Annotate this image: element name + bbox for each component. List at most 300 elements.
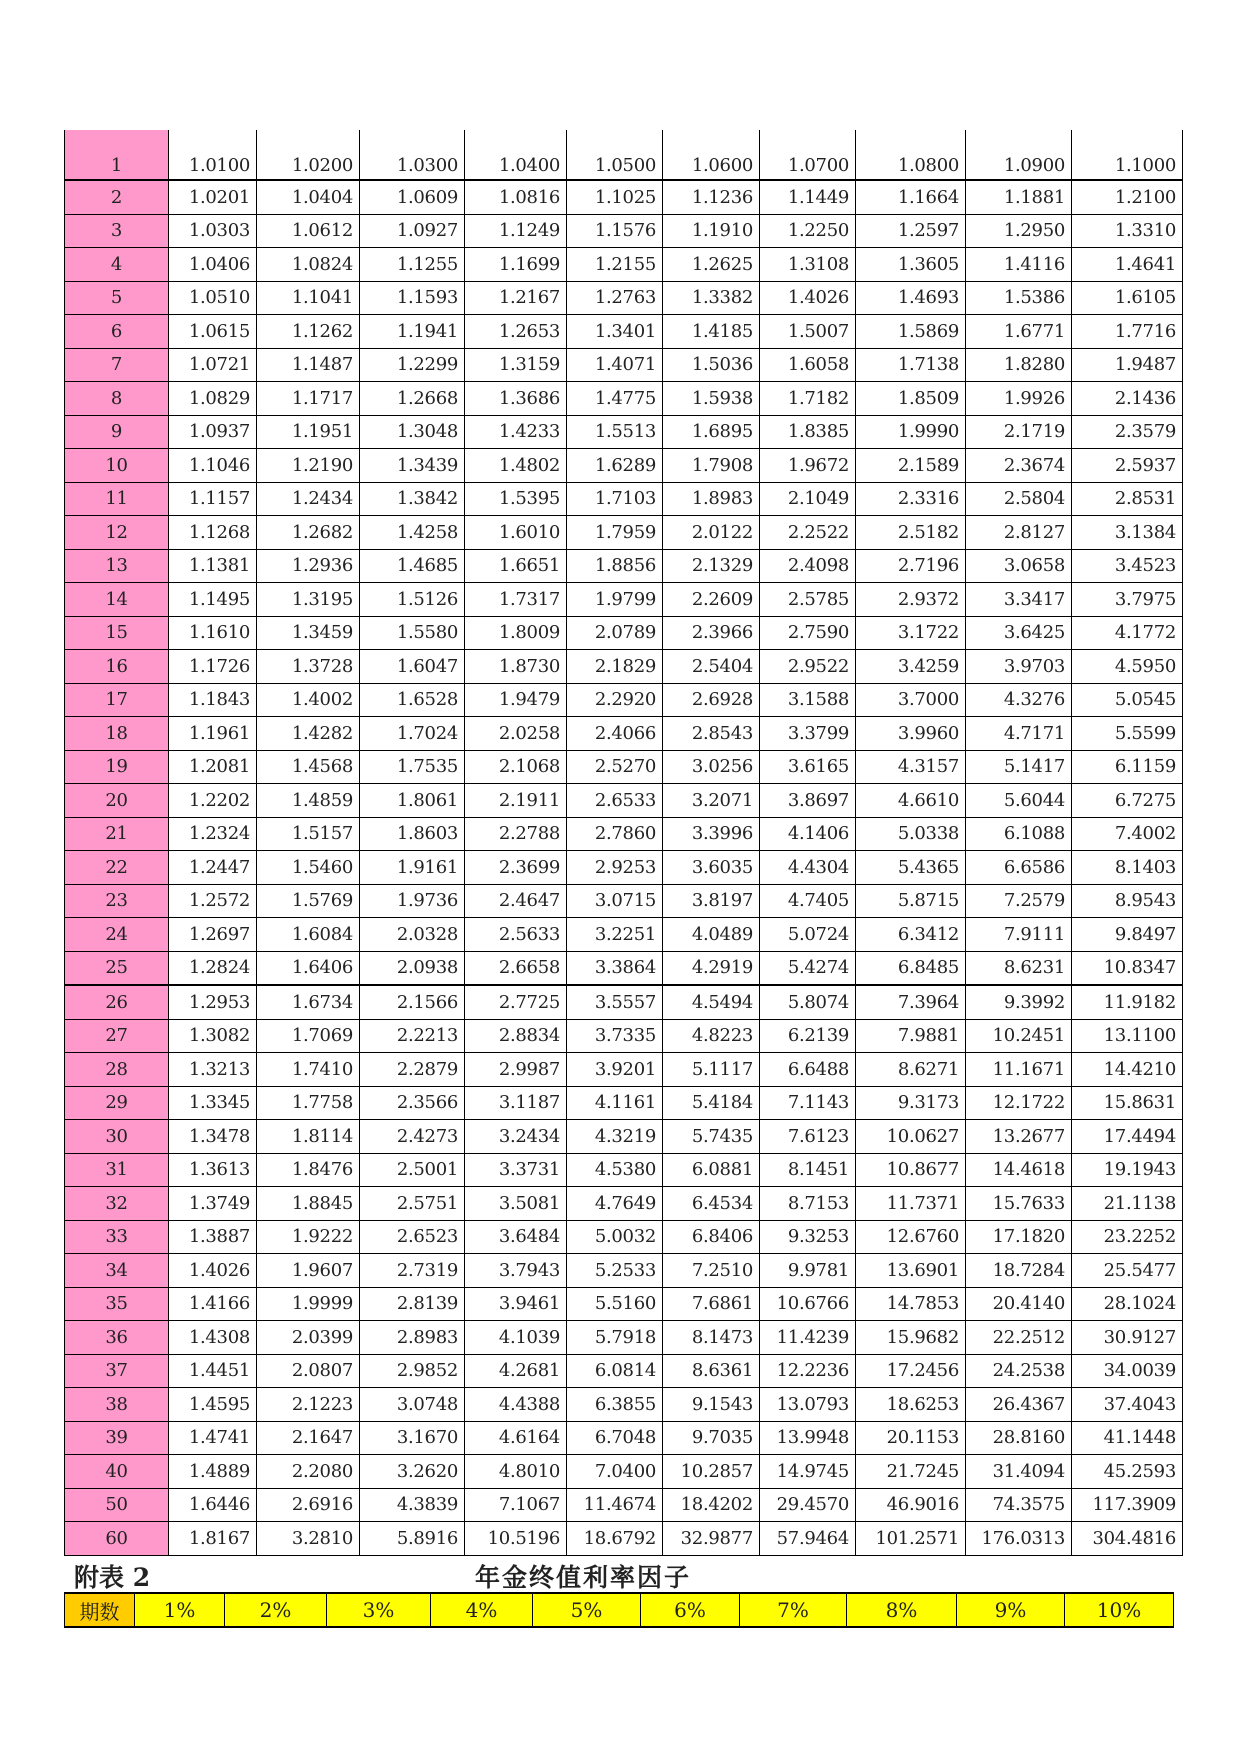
factor-cell: 2.2522: [760, 516, 856, 550]
factor-cell: 1.4233: [465, 415, 567, 449]
factor-cell: 1.9607: [257, 1254, 360, 1288]
rate-header: 2%: [225, 1593, 327, 1627]
factor-cell: 3.1722: [856, 616, 966, 650]
factor-cell: 1.0937: [169, 415, 257, 449]
table-row: [65, 1455, 1183, 1489]
factor-cell: 1.8509: [856, 382, 966, 416]
factor-cell: 1.0829: [169, 382, 257, 416]
factor-cell: 2.5937: [1072, 449, 1183, 483]
factor-cell: 7.0400: [567, 1455, 663, 1489]
factor-cell: 1.8167: [169, 1522, 257, 1556]
factor-cell: 2.8139: [360, 1287, 465, 1321]
factor-cell: 1.3613: [169, 1153, 257, 1187]
factor-cell: 3.2251: [567, 918, 663, 952]
factor-cell: 2.8834: [465, 1019, 567, 1053]
table-row: [65, 1220, 1183, 1254]
factor-cell: 2.2080: [257, 1455, 360, 1489]
factor-cell: 3.1670: [360, 1421, 465, 1455]
factor-cell: 5.1117: [663, 1053, 760, 1087]
factor-cell: 1.1951: [257, 415, 360, 449]
table-row: [65, 1120, 1183, 1154]
factor-cell: 1.9479: [465, 683, 567, 717]
factor-cell: 2.3699: [465, 851, 567, 885]
factor-cell: 3.9201: [567, 1053, 663, 1087]
factor-cell: 2.2788: [465, 817, 567, 851]
factor-cell: 1.1881: [966, 180, 1072, 214]
factor-cell: 3.2620: [360, 1455, 465, 1489]
factor-cell: 1.7535: [360, 750, 465, 784]
factor-cell: 2.3566: [360, 1086, 465, 1120]
factor-cell: 4.3219: [567, 1120, 663, 1154]
table-row: [65, 1287, 1183, 1321]
factor-cell: 1.6895: [663, 415, 760, 449]
factor-cell: 1.0200: [257, 130, 360, 180]
factor-cell: 1.8603: [360, 817, 465, 851]
factor-cell: 2.6533: [567, 784, 663, 818]
factor-cell: 1.9222: [257, 1220, 360, 1254]
table-row: [65, 1053, 1183, 1087]
factor-cell: 1.3459: [257, 616, 360, 650]
factor-cell: 74.3575: [966, 1488, 1072, 1522]
table-row: [65, 717, 1183, 751]
period-cell: 13: [65, 549, 169, 583]
factor-cell: 4.1406: [760, 817, 856, 851]
factor-cell: 1.0615: [169, 315, 257, 349]
period-cell: 8: [65, 382, 169, 416]
factor-cell: 2.8543: [663, 717, 760, 751]
factor-cell: 1.4116: [966, 248, 1072, 282]
table-row: [65, 583, 1183, 617]
factor-cell: 4.7649: [567, 1187, 663, 1221]
factor-cell: 3.1187: [465, 1086, 567, 1120]
factor-cell: 9.9781: [760, 1254, 856, 1288]
factor-cell: 10.2451: [966, 1019, 1072, 1053]
table-row: [65, 180, 1183, 214]
factor-cell: 1.4026: [760, 281, 856, 315]
factor-cell: 6.6586: [966, 851, 1072, 885]
factor-cell: 1.4166: [169, 1287, 257, 1321]
factor-cell: 2.6658: [465, 951, 567, 985]
factor-cell: 1.3401: [567, 315, 663, 349]
factor-cell: 41.1448: [1072, 1421, 1183, 1455]
factor-cell: 14.4210: [1072, 1053, 1183, 1087]
factor-cell: 1.0100: [169, 130, 257, 180]
factor-cell: 10.5196: [465, 1522, 567, 1556]
factor-cell: 1.1157: [169, 482, 257, 516]
factor-cell: 1.2936: [257, 549, 360, 583]
factor-cell: 1.4741: [169, 1421, 257, 1455]
factor-cell: 3.0715: [567, 884, 663, 918]
factor-cell: 2.2879: [360, 1053, 465, 1087]
factor-cell: 1.9999: [257, 1287, 360, 1321]
factor-cell: 4.1039: [465, 1321, 567, 1355]
factor-cell: 6.3412: [856, 918, 966, 952]
factor-cell: 1.3213: [169, 1053, 257, 1087]
factor-cell: 304.4816: [1072, 1522, 1183, 1556]
factor-cell: 1.1910: [663, 214, 760, 248]
factor-cell: 2.0328: [360, 918, 465, 952]
factor-cell: 14.9745: [760, 1455, 856, 1489]
factor-cell: 57.9464: [760, 1522, 856, 1556]
period-cell: 29: [65, 1086, 169, 1120]
factor-cell: 1.5386: [966, 281, 1072, 315]
factor-cell: 1.8114: [257, 1120, 360, 1154]
factor-cell: 1.2763: [567, 281, 663, 315]
factor-cell: 1.8856: [567, 549, 663, 583]
factor-cell: 3.5557: [567, 985, 663, 1019]
period-cell: 40: [65, 1455, 169, 1489]
period-cell: 15: [65, 616, 169, 650]
factor-cell: 2.0122: [663, 516, 760, 550]
factor-cell: 8.1403: [1072, 851, 1183, 885]
period-cell: 7: [65, 348, 169, 382]
period-cell: 9: [65, 415, 169, 449]
factor-cell: 1.2572: [169, 884, 257, 918]
factor-cell: 2.1049: [760, 482, 856, 516]
table-row: [65, 516, 1183, 550]
factor-cell: 7.6123: [760, 1120, 856, 1154]
table-row: [65, 382, 1183, 416]
factor-cell: 1.2668: [360, 382, 465, 416]
factor-cell: 5.1417: [966, 750, 1072, 784]
factor-cell: 6.8485: [856, 951, 966, 985]
factor-cell: 3.3996: [663, 817, 760, 851]
factor-cell: 17.1820: [966, 1220, 1072, 1254]
factor-cell: 101.2571: [856, 1522, 966, 1556]
factor-cell: 1.2950: [966, 214, 1072, 248]
factor-cell: 6.2139: [760, 1019, 856, 1053]
factor-cell: 7.1143: [760, 1086, 856, 1120]
factor-cell: 1.5580: [360, 616, 465, 650]
factor-cell: 2.4066: [567, 717, 663, 751]
factor-cell: 3.9703: [966, 650, 1072, 684]
factor-cell: 2.5751: [360, 1187, 465, 1221]
table-row: [65, 130, 1183, 180]
period-cell: 20: [65, 784, 169, 818]
factor-cell: 7.4002: [1072, 817, 1183, 851]
factor-cell: 18.7284: [966, 1254, 1072, 1288]
factor-cell: 3.1588: [760, 683, 856, 717]
factor-cell: 5.8074: [760, 985, 856, 1019]
period-cell: 28: [65, 1053, 169, 1087]
factor-cell: 13.2677: [966, 1120, 1072, 1154]
factor-cell: 4.1161: [567, 1086, 663, 1120]
factor-cell: 2.8127: [966, 516, 1072, 550]
period-cell: 26: [65, 985, 169, 1019]
factor-cell: 3.1384: [1072, 516, 1183, 550]
table-row: [65, 851, 1183, 885]
factor-cell: 1.6651: [465, 549, 567, 583]
period-cell: 60: [65, 1522, 169, 1556]
factor-cell: 2.9253: [567, 851, 663, 885]
factor-cell: 1.6058: [760, 348, 856, 382]
annuity-header-table: [64, 1592, 1174, 1628]
factor-cell: 1.0927: [360, 214, 465, 248]
factor-cell: 25.5477: [1072, 1254, 1183, 1288]
factor-cell: 1.3439: [360, 449, 465, 483]
period-cell: 23: [65, 884, 169, 918]
factor-cell: 2.5182: [856, 516, 966, 550]
factor-cell: 45.2593: [1072, 1455, 1183, 1489]
rate-header: 10%: [1065, 1593, 1174, 1627]
factor-cell: 4.5380: [567, 1153, 663, 1187]
factor-cell: 5.5160: [567, 1287, 663, 1321]
factor-cell: 34.0039: [1072, 1354, 1183, 1388]
factor-cell: 2.0807: [257, 1354, 360, 1388]
table-row: [65, 1187, 1183, 1221]
factor-cell: 1.3345: [169, 1086, 257, 1120]
factor-cell: 1.1726: [169, 650, 257, 684]
factor-cell: 15.9682: [856, 1321, 966, 1355]
period-cell: 25: [65, 951, 169, 985]
factor-cell: 2.2920: [567, 683, 663, 717]
factor-cell: 1.1495: [169, 583, 257, 617]
table-row: [65, 248, 1183, 282]
factor-cell: 4.3157: [856, 750, 966, 784]
factor-cell: 3.3417: [966, 583, 1072, 617]
factor-cell: 1.0400: [465, 130, 567, 180]
factor-cell: 8.6271: [856, 1053, 966, 1087]
table-row: [65, 884, 1183, 918]
factor-cell: 8.6231: [966, 951, 1072, 985]
factor-cell: 1.5460: [257, 851, 360, 885]
period-cell: 2: [65, 180, 169, 214]
factor-cell: 2.9987: [465, 1053, 567, 1087]
factor-cell: 1.2167: [465, 281, 567, 315]
table-row: [65, 1254, 1183, 1288]
factor-cell: 1.7716: [1072, 315, 1183, 349]
factor-cell: 17.2456: [856, 1354, 966, 1388]
rate-header: 6%: [641, 1593, 740, 1627]
factor-cell: 4.8010: [465, 1455, 567, 1489]
factor-cell: 2.5404: [663, 650, 760, 684]
factor-cell: 3.9960: [856, 717, 966, 751]
factor-cell: 2.7860: [567, 817, 663, 851]
factor-cell: 1.0612: [257, 214, 360, 248]
factor-cell: 11.4239: [760, 1321, 856, 1355]
factor-cell: 176.0313: [966, 1522, 1072, 1556]
factor-cell: 10.0627: [856, 1120, 966, 1154]
factor-cell: 2.1068: [465, 750, 567, 784]
factor-cell: 1.0800: [856, 130, 966, 180]
factor-cell: 15.7633: [966, 1187, 1072, 1221]
factor-cell: 7.6861: [663, 1287, 760, 1321]
factor-cell: 1.0510: [169, 281, 257, 315]
factor-cell: 1.1046: [169, 449, 257, 483]
factor-cell: 2.8531: [1072, 482, 1183, 516]
factor-cell: 1.9672: [760, 449, 856, 483]
factor-cell: 1.2697: [169, 918, 257, 952]
factor-cell: 1.0721: [169, 348, 257, 382]
factor-cell: 10.6766: [760, 1287, 856, 1321]
factor-cell: 1.1610: [169, 616, 257, 650]
factor-cell: 12.6760: [856, 1220, 966, 1254]
factor-cell: 1.0303: [169, 214, 257, 248]
period-header: 期数: [65, 1593, 135, 1627]
factor-cell: 2.9372: [856, 583, 966, 617]
factor-cell: 1.1236: [663, 180, 760, 214]
factor-cell: 1.6289: [567, 449, 663, 483]
factor-cell: 1.1576: [567, 214, 663, 248]
table-row: [65, 1522, 1183, 1556]
factor-cell: 1.3605: [856, 248, 966, 282]
factor-cell: 1.6047: [360, 650, 465, 684]
factor-cell: 3.3864: [567, 951, 663, 985]
factor-cell: 4.3276: [966, 683, 1072, 717]
table-row: [65, 214, 1183, 248]
factor-cell: 2.1719: [966, 415, 1072, 449]
period-cell: 1: [65, 130, 169, 180]
factor-cell: 7.3964: [856, 985, 966, 1019]
period-cell: 3: [65, 214, 169, 248]
period-cell: 27: [65, 1019, 169, 1053]
factor-cell: 4.3839: [360, 1488, 465, 1522]
factor-cell: 1.6084: [257, 918, 360, 952]
factor-cell: 1.7024: [360, 717, 465, 751]
factor-cell: 2.5001: [360, 1153, 465, 1187]
table-title: 年金终值利率因子: [475, 1563, 692, 1592]
factor-cell: 3.6425: [966, 616, 1072, 650]
factor-cell: 1.5513: [567, 415, 663, 449]
factor-cell: 1.3478: [169, 1120, 257, 1154]
factor-cell: 2.6523: [360, 1220, 465, 1254]
factor-cell: 1.3048: [360, 415, 465, 449]
table-row: [65, 1019, 1183, 1053]
table-row: [65, 616, 1183, 650]
factor-cell: 1.4775: [567, 382, 663, 416]
factor-cell: 3.2434: [465, 1120, 567, 1154]
factor-cell: 1.1941: [360, 315, 465, 349]
factor-cell: 46.9016: [856, 1488, 966, 1522]
period-cell: 36: [65, 1321, 169, 1355]
factor-cell: 1.2597: [856, 214, 966, 248]
table-row: [65, 449, 1183, 483]
factor-cell: 4.1772: [1072, 616, 1183, 650]
factor-cell: 10.2857: [663, 1455, 760, 1489]
factor-cell: 1.6528: [360, 683, 465, 717]
factor-cell: 1.9799: [567, 583, 663, 617]
period-cell: 21: [65, 817, 169, 851]
factor-cell: 1.9487: [1072, 348, 1183, 382]
factor-cell: 2.1223: [257, 1388, 360, 1422]
factor-cell: 1.6105: [1072, 281, 1183, 315]
factor-cell: 1.3195: [257, 583, 360, 617]
factor-cell: 20.1153: [856, 1421, 966, 1455]
header-row: [65, 1593, 1174, 1627]
period-cell: 10: [65, 449, 169, 483]
table-row: [65, 1388, 1183, 1422]
factor-cell: 1.2324: [169, 817, 257, 851]
factor-cell: 5.7435: [663, 1120, 760, 1154]
factor-cell: 1.1487: [257, 348, 360, 382]
period-cell: 30: [65, 1120, 169, 1154]
factor-cell: 1.4568: [257, 750, 360, 784]
factor-cell: 8.7153: [760, 1187, 856, 1221]
factor-cell: 1.3310: [1072, 214, 1183, 248]
factor-cell: 26.4367: [966, 1388, 1072, 1422]
factor-cell: 1.8280: [966, 348, 1072, 382]
factor-cell: 2.1911: [465, 784, 567, 818]
factor-cell: 9.7035: [663, 1421, 760, 1455]
factor-cell: 6.7048: [567, 1421, 663, 1455]
factor-cell: 1.2250: [760, 214, 856, 248]
factor-cell: 1.4282: [257, 717, 360, 751]
period-cell: 34: [65, 1254, 169, 1288]
factor-cell: 3.3731: [465, 1153, 567, 1187]
table-row: [65, 1488, 1183, 1522]
factor-cell: 1.1268: [169, 516, 257, 550]
period-cell: 11: [65, 482, 169, 516]
factor-cell: 1.3382: [663, 281, 760, 315]
factor-cell: 3.0748: [360, 1388, 465, 1422]
factor-cell: 1.0201: [169, 180, 257, 214]
factor-cell: 1.7908: [663, 449, 760, 483]
factor-cell: 6.0881: [663, 1153, 760, 1187]
factor-cell: 1.9161: [360, 851, 465, 885]
factor-cell: 1.2100: [1072, 180, 1183, 214]
factor-cell: 1.6406: [257, 951, 360, 985]
factor-cell: 1.6771: [966, 315, 1072, 349]
factor-cell: 2.1436: [1072, 382, 1183, 416]
factor-cell: 3.7335: [567, 1019, 663, 1053]
table-row: [65, 1153, 1183, 1187]
table-row: [65, 650, 1183, 684]
period-cell: 31: [65, 1153, 169, 1187]
factor-cell: 3.3799: [760, 717, 856, 751]
factor-cell: 5.0338: [856, 817, 966, 851]
factor-cell: 1.8476: [257, 1153, 360, 1187]
period-cell: 35: [65, 1287, 169, 1321]
factor-cell: 1.1025: [567, 180, 663, 214]
table-row: [65, 918, 1183, 952]
factor-cell: 2.2213: [360, 1019, 465, 1053]
period-cell: 4: [65, 248, 169, 282]
factor-cell: 1.0500: [567, 130, 663, 180]
factor-cell: 1.8009: [465, 616, 567, 650]
factor-cell: 1.1699: [465, 248, 567, 282]
factor-cell: 1.4693: [856, 281, 966, 315]
factor-cell: 14.4618: [966, 1153, 1072, 1187]
factor-cell: 1.2682: [257, 516, 360, 550]
factor-cell: 10.8677: [856, 1153, 966, 1187]
factor-cell: 1.2434: [257, 482, 360, 516]
factor-cell: 1.0300: [360, 130, 465, 180]
factor-cell: 1.2653: [465, 315, 567, 349]
factor-cell: 6.7275: [1072, 784, 1183, 818]
factor-cell: 5.0724: [760, 918, 856, 952]
table-row: [65, 415, 1183, 449]
factor-cell: 1.3749: [169, 1187, 257, 1221]
factor-cell: 1.1249: [465, 214, 567, 248]
factor-cell: 1.2953: [169, 985, 257, 1019]
factor-cell: 2.5785: [760, 583, 856, 617]
factor-cell: 1.0404: [257, 180, 360, 214]
factor-cell: 20.4140: [966, 1287, 1072, 1321]
factor-cell: 2.1566: [360, 985, 465, 1019]
factor-cell: 2.7319: [360, 1254, 465, 1288]
factor-cell: 28.1024: [1072, 1287, 1183, 1321]
factor-cell: 30.9127: [1072, 1321, 1183, 1355]
factor-cell: 10.8347: [1072, 951, 1183, 985]
factor-cell: 3.6484: [465, 1220, 567, 1254]
factor-cell: 1.2299: [360, 348, 465, 382]
factor-cell: 37.4043: [1072, 1388, 1183, 1422]
rate-header: 3%: [327, 1593, 431, 1627]
factor-cell: 1.7959: [567, 516, 663, 550]
factor-cell: 1.4889: [169, 1455, 257, 1489]
factor-cell: 7.9111: [966, 918, 1072, 952]
period-cell: 32: [65, 1187, 169, 1221]
